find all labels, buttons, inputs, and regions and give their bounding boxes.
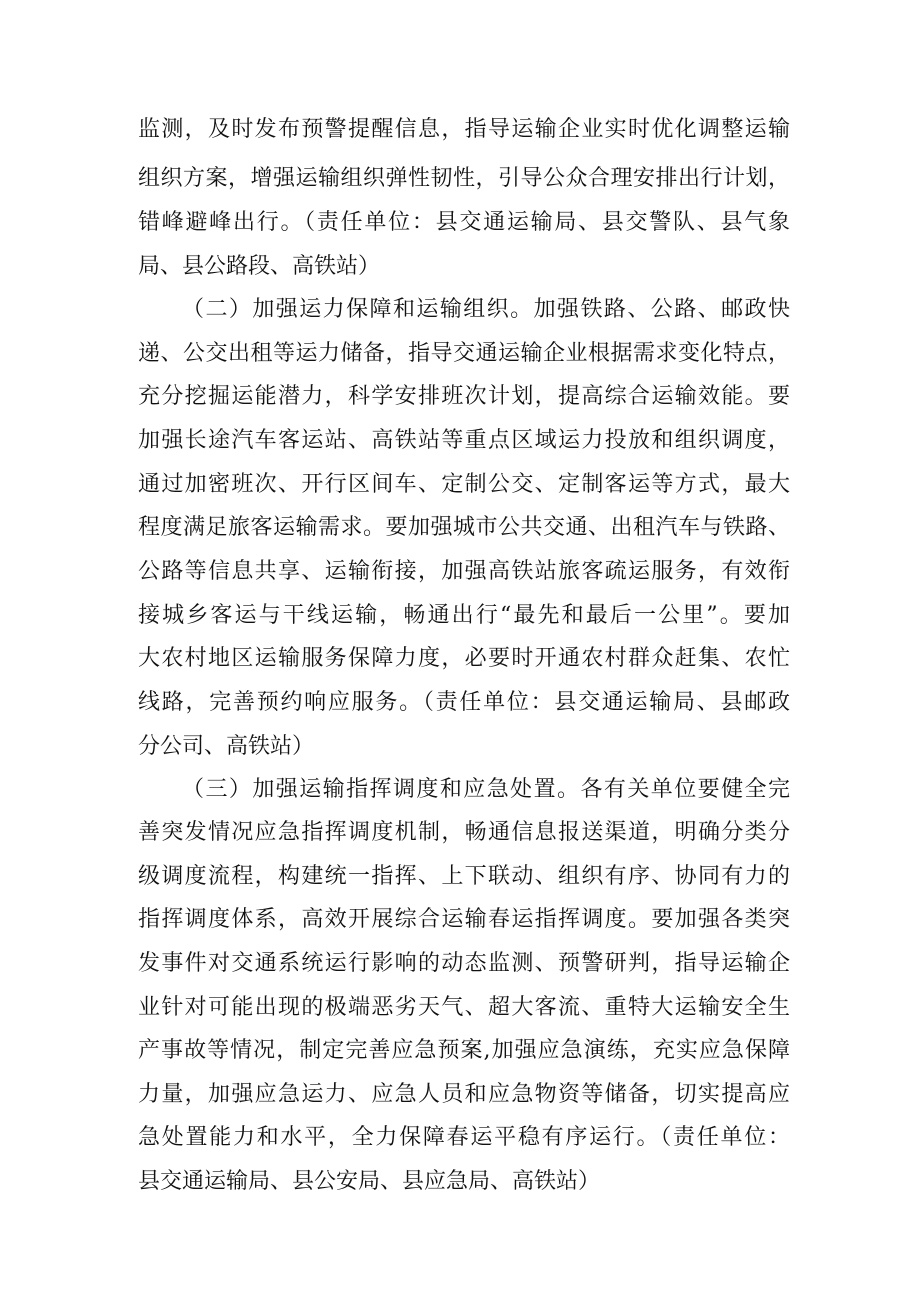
text-line: 加强长途汽车客运站、高铁站等重点区域运力投放和组织调度， [138, 428, 790, 453]
text-line: 大农村地区运输服务保障力度，必要时开通农村群众赶集、农忙 [138, 646, 790, 671]
text-line: 监测，及时发布预警提醒信息，指导运输企业实时优化调整运输 [138, 117, 790, 142]
text-line: 县交通运输局、县公安局、县应急局、高铁站） [138, 1169, 601, 1194]
text-line: 错峰避峰出行。（责任单位：县交通运输局、县交警队、县气象 [138, 210, 790, 235]
text-line: 发事件对交通系统运行影响的动态监测、预警研判，指导运输企 [138, 951, 790, 976]
text-line: 递、公交出租等运力储备，指导交通运输企业根据需求变化特点， [138, 341, 790, 366]
text-line: 局、县公路段、高铁站） [138, 254, 381, 279]
text-line: 分公司、高铁站） [138, 734, 315, 759]
paragraph-heading-line: （三）加强运输指挥调度和应急处置。各有关单位要健全完 [182, 777, 790, 802]
text-line: 公路等信息共享、运输衔接，加强高铁站旅客疏运服务，有效衔 [138, 559, 790, 584]
text-line: 善突发情况应急指挥调度机制，畅通信息报送渠道，明确分类分 [138, 820, 790, 845]
text-line: 级调度流程，构建统一指挥、上下联动、组织有序、协同有力的 [138, 864, 790, 889]
text-line: 力量，加强应急运力、应急人员和应急物资等储备，切实提高应 [138, 1082, 790, 1107]
text-line: 组织方案，增强运输组织弹性韧性，引导公众合理安排出行计划， [138, 166, 790, 191]
text-line: 产事故等情况，制定完善应急预案,加强应急演练，充实应急保障 [138, 1038, 790, 1063]
text-line: 指挥调度体系，高效开展综合运输春运指挥调度。要加强各类突 [138, 907, 790, 932]
text-line: 急处置能力和水平，全力保障春运平稳有序运行。（责任单位： [138, 1125, 790, 1150]
text-line: 充分挖掘运能潜力，科学安排班次计划，提高综合运输效能。要 [138, 384, 790, 409]
text-line: 线路，完善预约响应服务。（责任单位：县交通运输局、县邮政 [138, 690, 790, 715]
text-line: 程度满足旅客运输需求。要加强城市公共交通、出租汽车与铁路、 [138, 515, 790, 540]
text-line: 通过加密班次、开行区间车、定制公交、定制客运等方式，最大 [138, 472, 790, 497]
paragraph-heading-line: （二）加强运力保障和运输组织。加强铁路、公路、邮政快 [182, 297, 790, 322]
text-line: 业针对可能出现的极端恶劣天气、超大客流、重特大运输安全生 [138, 995, 790, 1020]
text-line: 接城乡客运与干线运输，畅通出行“最先和最后一公里”。要加 [138, 603, 790, 628]
